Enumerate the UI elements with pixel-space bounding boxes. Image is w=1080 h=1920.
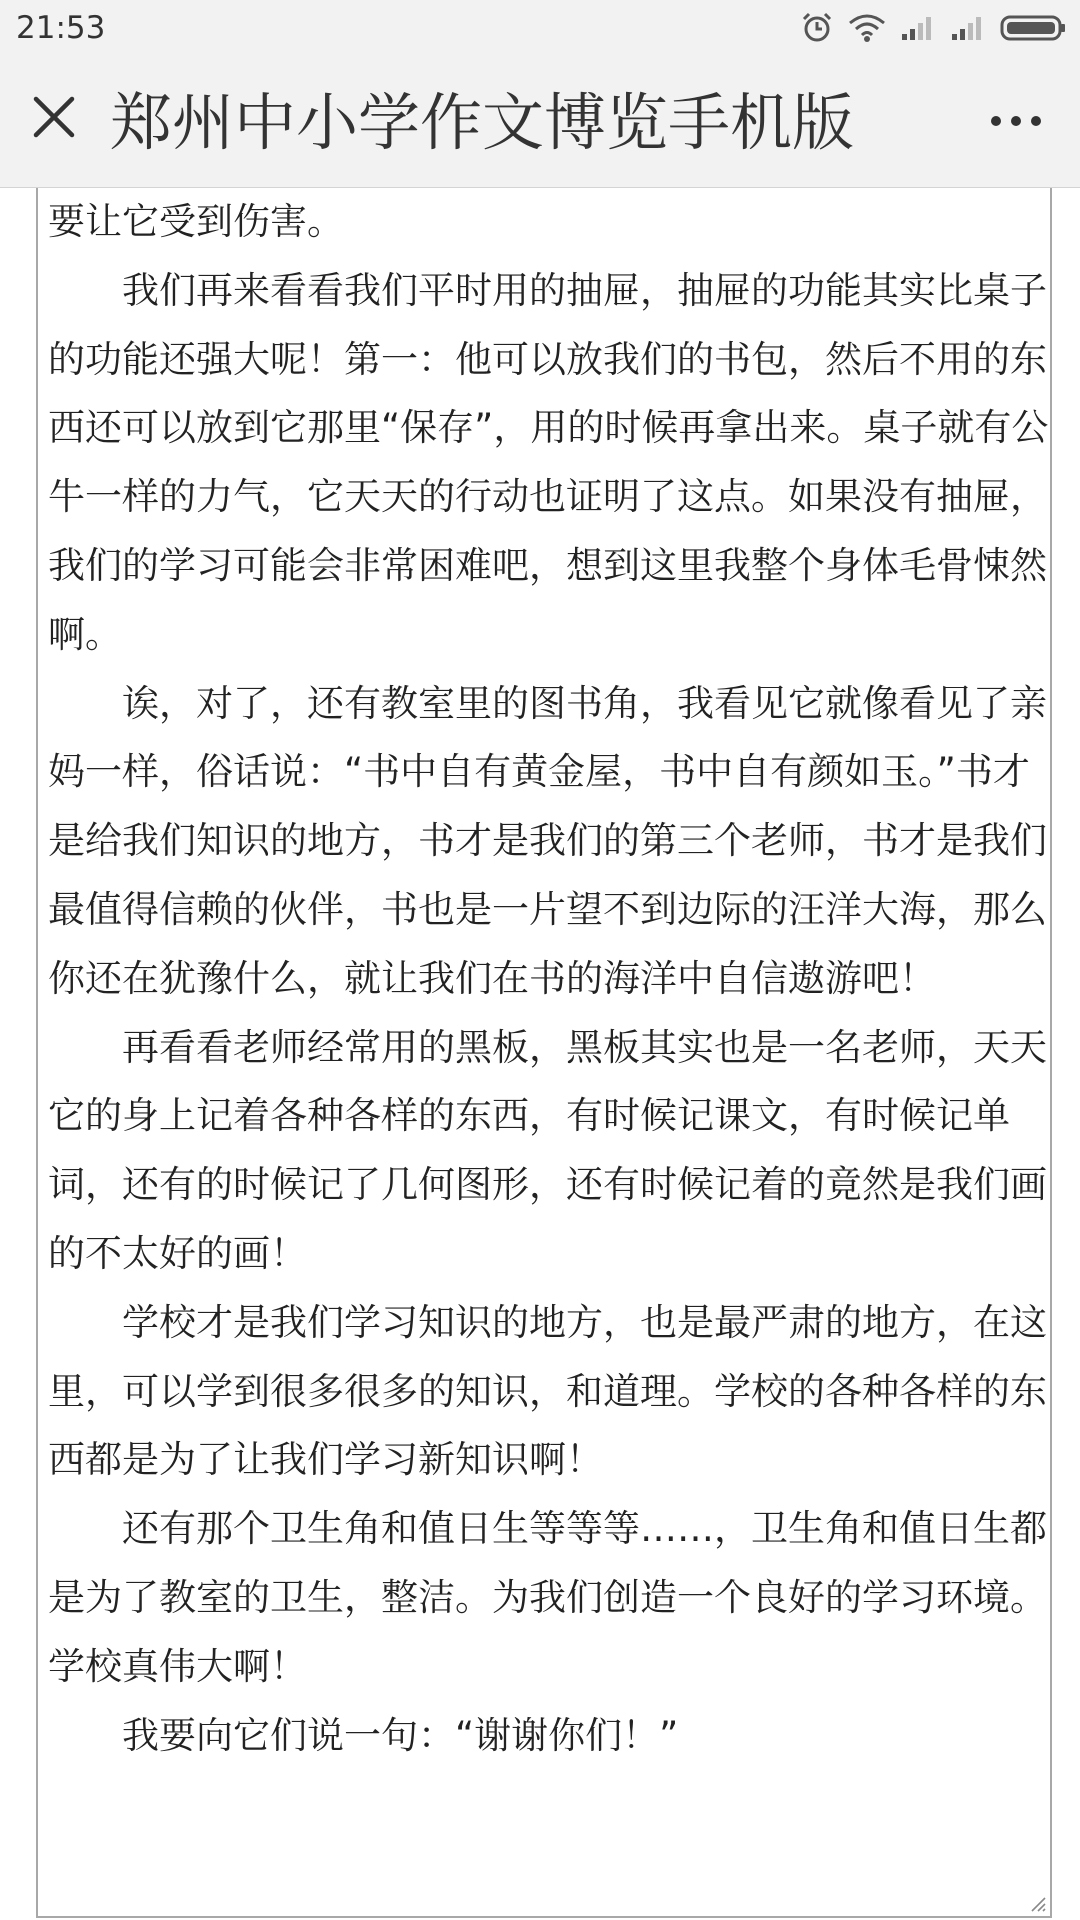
article-paragraph: 再看看老师经常用的黑板，黑板其实也是一名老师，天天它的身上记着各种各样的东西，有时候记课文，有时候记单词，还有的时候记了几何图形，还有时候记着的竟然是我们画的不太好的画！ bbox=[48, 1025, 1047, 1275]
article-paragraph: 我要向它们说一句：“谢谢你们！” bbox=[122, 1713, 679, 1757]
more-button[interactable] bbox=[980, 93, 1052, 149]
resize-grip-icon[interactable] bbox=[1026, 1892, 1046, 1912]
signal-icon bbox=[950, 14, 986, 42]
title-bar bbox=[0, 57, 1080, 188]
status-icons bbox=[800, 8, 1066, 48]
close-button[interactable] bbox=[22, 87, 86, 151]
more-icon bbox=[990, 112, 1042, 131]
close-icon bbox=[32, 95, 76, 143]
signal-icon bbox=[900, 14, 936, 42]
article-paragraph: 还有那个卫生角和值日生等等等……，卫生角和值日生都是为了教室的卫生，整洁。为我们创造一个良好的学习环境。学校真伟大啊！ bbox=[48, 1507, 1047, 1688]
status-bar bbox=[0, 0, 1080, 57]
status-time: 21:53 bbox=[16, 10, 106, 46]
article-paragraph: 学校才是我们学习知识的地方，也是最严肃的地方，在这里，可以学到很多很多的知识，和道理。学校的各种各样的东西都是为了让我们学习新知识啊！ bbox=[48, 1300, 1047, 1482]
article-body bbox=[48, 188, 1052, 1770]
page-title: 郑州中小学作文博览手机版 bbox=[110, 86, 855, 159]
article-paragraph: 诶，对了，还有教室里的图书角，我看见它就像看见了亲妈一样，俗话说：“书中自有黄金屋，书中自有颜如玉。”书才是给我们知识的地方，书才是我们的第三个老师，书才是我们最值得信赖的伙伴，书也是一片望不到边际的汪洋大海，那么你还在犹豫什么，就让我们在书的海洋中自信遨游吧！ bbox=[48, 681, 1047, 1000]
battery-icon bbox=[1000, 15, 1066, 41]
article-paragraph: 要让它受到伤害。 bbox=[48, 200, 344, 243]
article-textarea[interactable] bbox=[36, 188, 1052, 1918]
alarm-icon bbox=[800, 11, 834, 45]
wifi-icon bbox=[848, 13, 886, 43]
article-paragraph: 我们再来看看我们平时用的抽屉，抽屉的功能其实比桌子的功能还强大呢！第一：他可以放我们的书包，然后不用的东西还可以放到它那里“保存”，用的时候再拿出来。桌子就有公牛一样的力气，它天天的行动也证明了这点。如果没有抽屉，我们的学习可能会非常困难吧，想到这里我整个身体毛骨悚然啊。 bbox=[48, 268, 1049, 656]
